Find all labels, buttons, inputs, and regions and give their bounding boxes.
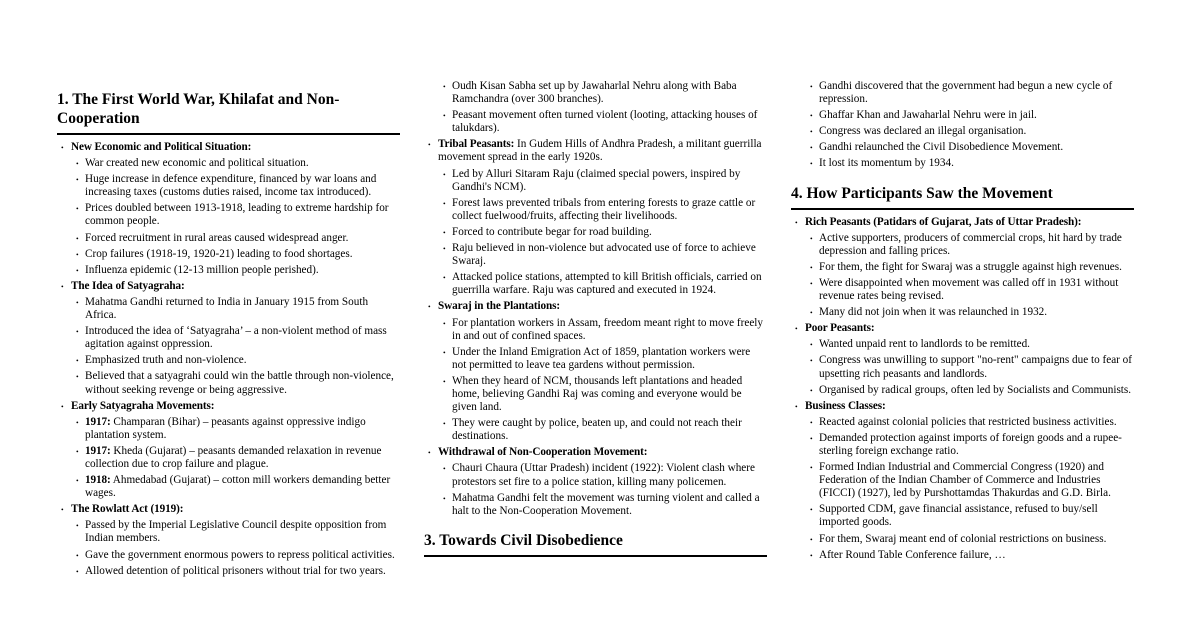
list-item: • Led by Alluri Sitaram Raju (claimed special powers, inspired by Gandhi's NCM). [424,168,767,194]
list-item-bold-label: Withdrawal of Non-Cooperation Movement: [438,446,648,459]
list-item: • When they heard of NCM, thousands left plantations and headed home, believing Gandhi Raj was coming and everyone would be given land. [424,375,767,414]
list-item: • Mahatma Gandhi returned to India in January 1915 from South Africa. [57,296,400,322]
list-item: • Wanted unpaid rent to landlords to be remitted. [791,338,1134,351]
list-item: • Raju believed in non-violence but advocated use of force to achieve Swaraj. [424,242,767,268]
list-item: • Gave the government enormous powers to repress political activities. [57,549,400,562]
list-item: • Supported CDM, gave financial assistance, refused to buy/sell imported goods. [791,503,1134,529]
list-item: • For them, the fight for Swaraj was a struggle against high revenues. [791,261,1134,274]
list-item-bold-label: Poor Peasants: [805,322,875,335]
bullet-list [791,216,1134,562]
list-item: • Ghaffar Khan and Jawaharlal Nehru were in jail. [791,109,1134,122]
list-item-bold-label: Tribal Peasants: [438,138,515,151]
section-heading: 3. Towards Civil Disobedience [424,531,767,557]
list-item-bold-label: The Rowlatt Act (1919): [71,503,184,516]
list-item: • Prices doubled between 1913-1918, leading to extreme hardship for common people. [57,202,400,228]
notes-column-1 [57,0,400,581]
list-item-bold-label: 1917: [85,415,111,428]
list-item-bold-label: The Idea of Satyagraha: [71,279,185,292]
list-item: • Many did not join when it was relaunched in 1932. [791,306,1134,319]
notes-column-2 [424,0,767,563]
section-heading: 4. How Participants Saw the Movement [791,184,1134,210]
list-item: • Gandhi discovered that the government had begun a new cycle of repression. [791,80,1134,106]
list-item-bold-label: 1917: [85,444,111,457]
bullet-list [424,80,767,518]
columns-container [57,0,1134,581]
list-item: • Allowed detention of political prisoners without trial for two years. [57,565,400,578]
list-item: • 1917: Kheda (Gujarat) – peasants demanded relaxation in revenue collection due to crop failure and plague. [57,445,400,471]
list-item: • War created new economic and political situation. [57,157,400,170]
list-item-bold-label: Business Classes: [805,399,886,412]
list-item: • Demanded protection against imports of foreign goods and a rupee-sterling foreign exchange ratio. [791,432,1134,458]
list-item: • Congress was unwilling to support "no-rent" campaigns due to fear of upsetting rich peasants and landlords. [791,354,1134,380]
bullet-list [57,141,400,578]
list-item: • Forced to contribute begar for road building. [424,226,767,239]
list-item: • Tribal Peasants: In Gudem Hills of Andhra Pradesh, a militant guerrilla movement spread in the early 1920s. [424,138,767,164]
list-item: • After Round Table Conference failure, … [791,549,1134,562]
list-item: • 1918: Ahmedabad (Gujarat) – cotton mill workers demanding better wages. [57,474,400,500]
list-item: • Influenza epidemic (12-13 million people perished). [57,264,400,277]
list-item [791,322,1134,335]
list-item: • Organised by radical groups, often led by Socialists and Communists. [791,384,1134,397]
list-item: • Passed by the Imperial Legislative Council despite opposition from Indian members. [57,519,400,545]
list-item [791,216,1134,229]
list-item: • Formed Indian Industrial and Commercial Congress (1920) and Federation of the Indian Chamber of Commerce and Industries (FICCI) (1927), led by Purshottamdas Thakurdas and G.D. Birla. [791,461,1134,500]
list-item: • Emphasized truth and non-violence. [57,354,400,367]
section-heading: 1. The First World War, Khilafat and Non-Cooperation [57,90,400,135]
notes-column-3 [791,0,1134,565]
list-item: • They were caught by police, beaten up, and could not reach their destinations. [424,417,767,443]
list-item: • Introduced the idea of ‘Satyagraha’ – a non-violent method of mass agitation against oppression. [57,325,400,351]
list-item [57,503,400,516]
list-item: • Congress was declared an illegal organisation. [791,125,1134,138]
list-item: • Crop failures (1918-19, 1920-21) leading to food shortages. [57,248,400,261]
bullet-list [791,80,1134,171]
list-item [57,400,400,413]
list-item: • It lost its momentum by 1934. [791,157,1134,170]
list-item-bold-label: New Economic and Political Situation: [71,141,252,153]
list-item-bold-label: Early Satyagraha Movements: [71,399,215,412]
list-item: • For plantation workers in Assam, freedom meant right to move freely in and out of confined spaces. [424,317,767,343]
list-item: • Forest laws prevented tribals from entering forests to graze cattle or collect fuelwood/fruits, affecting their livelihoods. [424,197,767,223]
list-item [424,300,767,313]
list-item: • Under the Inland Emigration Act of 1859, plantation workers were not permitted to leave tea gardens without permission. [424,346,767,372]
list-item-bold-label: Rich Peasants (Patidars of Gujarat, Jats of Uttar Pradesh): [805,215,1082,228]
list-item [57,280,400,293]
list-item: • Attacked police stations, attempted to kill British officials, carried on guerrilla warfare. Raju was captured and executed in 1924. [424,271,767,297]
list-item: • 1917: Champaran (Bihar) – peasants against oppressive indigo plantation system. [57,416,400,442]
list-item: • Gandhi relaunched the Civil Disobedience Movement. [791,141,1134,154]
list-item: • Were disappointed when movement was called off in 1931 without revenue rates being revised. [791,277,1134,303]
list-item: • Peasant movement often turned violent (looting, attacking houses of talukdars). [424,109,767,135]
list-item-bold-label: 1918: [85,474,111,487]
list-item: • Oudh Kisan Sabha set up by Jawaharlal Nehru along with Baba Ramchandra (over 300 branches). [424,80,767,106]
list-item: • Huge increase in defence expenditure, financed by war loans and increasing taxes (customs duties raised, income tax introduced). [57,173,400,199]
list-item [791,400,1134,413]
list-item: • Reacted against colonial policies that restricted business activities. [791,416,1134,429]
list-item [424,446,767,459]
list-item: • Chauri Chaura (Uttar Pradesh) incident (1922): Violent clash where protestors set fire to a police station, killing many policemen. [424,462,767,488]
list-item: • Believed that a satyagrahi could win the battle through non-violence, without seeking revenge or being aggressive. [57,370,400,396]
list-item: • For them, Swaraj meant end of colonial restrictions on business. [791,533,1134,546]
list-item [57,141,400,154]
list-item-bold-label: Swaraj in the Plantations: [438,300,561,313]
list-item: • Mahatma Gandhi felt the movement was turning violent and called a halt to the Non-Cooperation Movement. [424,492,767,518]
list-item: • Forced recruitment in rural areas caused widespread anger. [57,232,400,245]
list-item: • Active supporters, producers of commercial crops, hit hard by trade depression and falling prices. [791,232,1134,258]
